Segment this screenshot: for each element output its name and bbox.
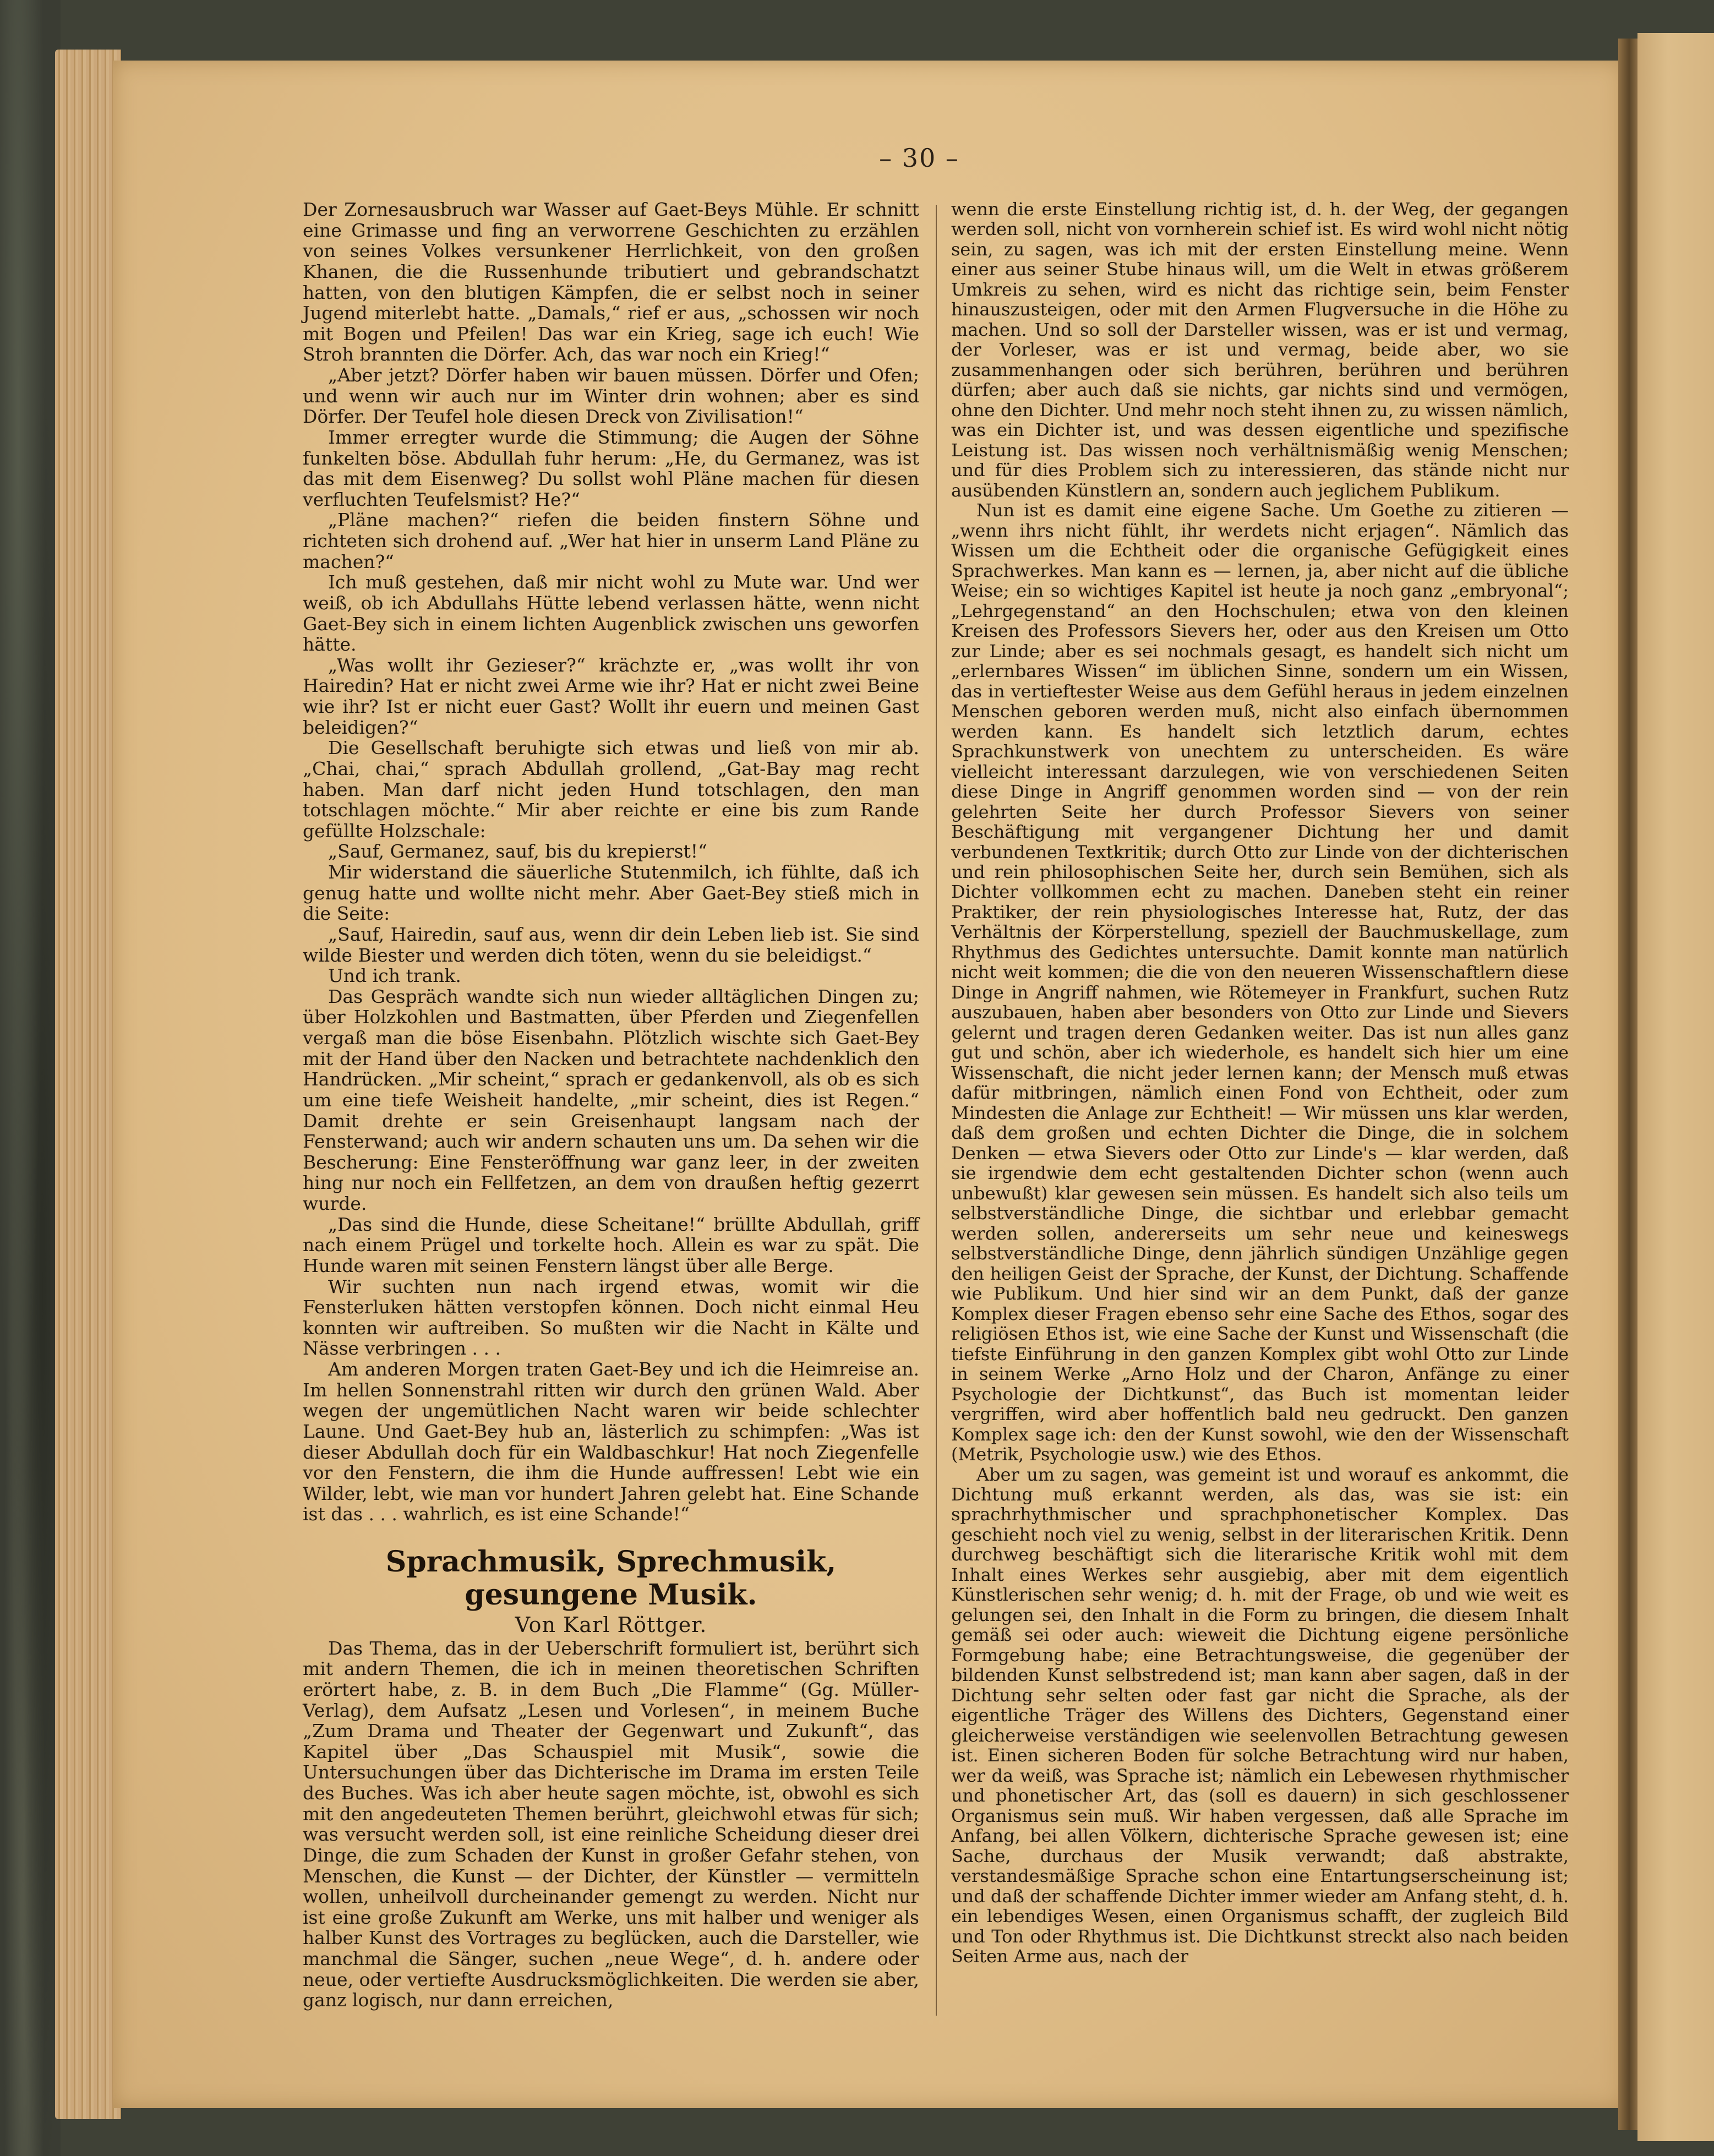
story-continued	[303, 199, 919, 1525]
right-column	[951, 199, 1569, 1967]
story-paragraph: „Sauf, Germanez, sauf, bis du krepierst!“	[328, 840, 707, 863]
story-paragraph: Der Zornesausbruch war Wasser auf Gaet-Beys Mühle. Er schnitt eine Grimasse und fing an verworrene Geschichten zu erzählen von seines Volkes versunkener Herrlichkeit, von den großen Khanen, die die Russenhunde tributiert und gebrandschatzt hatten, von den blutigen Kämpfen, die er selbst noch in seiner Jugend miterlebt hatte. „Damals,“ rief er aus, „schossen wir noch mit Bogen und Pfeilen! Das war ein Krieg, sage ich euch! Wie Stroh brannten die Dörfer. Ach, das war noch ein Krieg!“	[303, 199, 919, 365]
story-paragraph: Mir widerstand die säuerliche Stutenmilch, ich fühlte, daß ich genug hatte und wollte nicht mehr. Aber Gaet-Bey stieß mich in die Seite:	[303, 861, 919, 925]
article-paragraph: Das Thema, das in der Ueberschrift formuliert ist, berührt sich mit andern Themen, die ich in meinen theoretischen Schriften erörtert habe, z. B. in dem Buch „Die Flamme“ (Gg. Müller-Verlag), dem Aufsatz „Lesen und Vorlesen“, in meinem Buche „Zum Drama und Theater der Gegenwart und Zukunft“, das Kapitel über „Das Schauspiel mit Musik“, sowie die Untersuchungen über das Dichterische im Drama im ersten Teile des Buches. Was ich aber heute sagen möchte, ist, obwohl es sich mit den angedeuteten Themen berührt, gleichwohl etwas für sich; was versucht werden soll, ist eine reinliche Scheidung dieser drei Dinge, die zum Schaden der Kunst in großer Gefahr stehen, von Menschen, die Kunst — der Dichter, der Künstler — vermitteln wollen, unheilvoll durcheinander gemengt zu werden. Nicht nur ist eine große Zukunft am Werke, uns mit halber und weniger als halber Kunst des Vortrages zu beglücken, auch die Darsteller, wie manchmal die Sänger, suchen „neue Wege“, d. h. andere oder neue, oder vertiefte Ausdrucksmöglichkeiten. Die werden sie aber, ganz logisch, nur dann erreichen,	[303, 1637, 919, 2011]
story-paragraph: „Aber jetzt? Dörfer haben wir bauen müssen. Dörfer und Ofen; und wenn wir auch nur im Winter drin wohnen; aber es sind Dörfer. Der Teufel hole diesen Dreck von Zivilisation!“	[303, 364, 919, 428]
article-byline: Von Karl Röttger.	[515, 1613, 707, 1637]
story-paragraph: „Pläne machen?“ riefen die beiden finstern Söhne und richteten sich drohend auf. „Wer hat hier in unserm Land Pläne zu machen?“	[303, 509, 919, 572]
story-paragraph: Die Gesellschaft beruhigte sich etwas und ließ von mir ab. „Chai, chai,“ sprach Abdullah grollend, „Gat-Bay mag recht haben. Man darf nicht jeden Hund totschlagen, den man totschlagen möchte.“ Mir aber reichte er eine bis zum Rande gefüllte Holzschale:	[303, 737, 919, 842]
story-paragraph: „Was wollt ihr Gezieser?“ krächzte er, „was wollt ihr von Hairedin? Hat er nicht zwei Arme wie ihr? Hat er nicht zwei Beine wie ihr? Ist er nicht euer Gast? Wollt ihr euern und meinen Gast beleidigen?“	[303, 654, 919, 738]
next-page-edge	[1637, 33, 1714, 2141]
story-paragraph: Am anderen Morgen traten Gaet-Bey und ich die Heimreise an. Im hellen Sonnenstrahl ritten wir durch den grünen Wald. Aber wegen der ungemütlichen Nacht waren wir beide schlechter Laune. Und Gaet-Bey hub an, lästerlich zu schimpfen: „Was ist dieser Abdullah doch für ein Waldbaschkur! Hat noch Ziegenfelle vor den Fenstern, die ihm die Hunde auffressen! Lebt wie ein Wilder, lebt, wie man vor hundert Jahren gelebt hat. Eine Schande ist das . . . wahrlich, es ist eine Schande!“	[303, 1358, 919, 1525]
story-paragraph: Das Gespräch wandte sich nun wieder alltäglichen Dingen zu; über Holzkohlen und Bastmatten, über Pferden und Ziegenfellen vergaß man die böse Eisenbahn. Plötzlich wischte sich Gaet-Bey mit der Hand über den Nacken und betrachtete nachdenklich den Handrücken. „Mir scheint,“ sprach er gedankenvoll, als ob es sich um eine tiefe Weisheit handelte, „mir scheint, dies ist Regen.“ Damit drehte er sein Greisenhaupt langsam nach der Fensterwand; auch wir andern schauten uns um. Da sehen wir die Bescherung: Eine Fensteröffnung war ganz leer, in der zweiten hing nur noch ein Fellfetzen, an dem von draußen heftig gezerrt wurde.	[303, 985, 919, 1214]
book-gutter	[1618, 39, 1640, 2130]
column-divider	[936, 205, 937, 2016]
story-paragraph: Ich muß gestehen, daß mir nicht wohl zu Mute war. Und wer weiß, ob ich Abdullahs Hütte lebend verlassen hätte, wenn nicht Gaet-Bey sich in einem lichten Augenblick zwischen uns geworfen hätte.	[303, 571, 919, 656]
page-edges	[55, 50, 121, 2119]
story-paragraph: Immer erregter wurde die Stimmung; die Augen der Söhne funkelten böse. Abdullah fuhr herum: „He, du Germanez, was ist das mit dem Eisenweg? Du sollst wohl Pläne machen für diesen verfluchten Teufelsmist? He?“	[303, 426, 919, 510]
article-paragraph: Nun ist es damit eine eigene Sache. Um Goethe zu zitieren — „wenn ihrs nicht fühlt, ihr werdets nicht erjagen“. Nämlich das Wissen um die Echtheit oder die organische Gefügigkeit eines Sprachwerkes. Man kann es — lernen, ja, aber nicht auf die übliche Weise; ein so wichtiges Kapitel ist heute ja noch ganz „embryonal“; „Lehrgegenstand“ an den Hochschulen; etwa von den kleinen Kreisen des Professors Sievers her, oder aus den Kreisen um Otto zur Linde; aber es sei nochmals gesagt, es handelt sich nicht um „erlernbares Wissen“ im üblichen Sinne, sondern um ein Wissen, das in vertieftester Weise aus dem Gefühl heraus in jedem einzelnen Menschen geboren werden muß, nicht also einfach übernommen werden kann. Es handelt sich letztlich darum, echtes Sprachkunstwerk von unechtem zu unterscheiden. Es wäre vielleicht interessant darzulegen, wie von verschiedenen Seiten diese Dinge in Angriff genommen worden sind — von der rein gelehrten Seite her durch Professor Sievers von seiner Beschäftigung mit vergangener Dichtung her und damit verbundenen Textkritik; durch Otto zur Linde von der dichterischen und rein philosophischen Seite her, durch sein Bemühen, sich als Dichter vollkommen echt zu machen. Daneben steht ein reiner Praktiker, der rein physiologisches Interesse hat, Rutz, der das Verhältnis der Körperstellung, speziell der Bauchmuskellage, zum Rhythmus des Gedichtes untersuchte. Damit konnte man natürlich nicht weit kommen; die die von den neueren Wissenschaftlern diese Dinge in Angriff nahmen, wie Rötemeyer in Frankfurt, suchen Rutz auszubauen, haben aber besonders von Otto zur Linde und Sievers gelernt und tragen deren Gedanken weiter. Das ist nun alles ganz gut und schön, aber ich wiederhole, es handelt sich hier um eine Wissenschaft, die nicht jeder lernen kann; der Mensch muß etwas dafür mitbringen, nämlich einen Fond von Echtheit, oder zum Mindesten die Anlage zur Echtheit! — Wir müssen uns klar werden, daß dem großen und echten Dichter die Dinge, die in solchem Denken — etwa Sievers oder Otto zur Linde's — klar werden, daß sie irgendwie dem echt gestaltenden Dichter schon (wenn auch unbewußt) klar gewesen sein müssen. Es handelt sich also teils um selbstverständliche Dinge, die sichtbar und erlebbar gemacht werden sollen, andererseits um sehr neue und keineswegs selbstverständliche Dinge, denn jährlich sündigen Unzählige gegen den heiligen Geist der Sprache, der Kunst, der Dichtung. Schaffende wie Publikum. Und hier sind wir an dem Punkt, daß der ganze Komplex dieser Fragen ebenso sehr eine Sache des Ethos, sogar des religiösen Ethos ist, wie eine Sache der Kunst und Wissenschaft (die tiefste Einführung in den ganzen Komplex gibt wohl Otto zur Linde in seinem Werke „Arno Holz und der Charon, Anfänge zu einer Psychologie der Dichtkunst“, das Buch ist momentan leider vergriffen, wird aber hoffentlich bald neu gedruckt. Den ganzen Komplex sage ich: den der Kunst sowohl, wie den der Wissenschaft (Metrik, Psychologie usw.) wie des Ethos.	[951, 500, 1569, 1465]
page-number: – 30 –	[879, 143, 959, 173]
article-paragraph: wenn die erste Einstellung richtig ist, d. h. der Weg, der gegangen werden soll, nicht von vornherein schief ist. Es wird wohl nicht nötig sein, zu sagen, was ich mit der ersten Einstellung meine. Wenn einer aus seiner Stube hinaus will, um die Welt in etwas größerem Umkreis zu sehen, wird es nicht das richtige sein, beim Fenster hinauszusteigen, oder mit den Armen Flugversuche in die Höhe zu machen. Und so soll der Darsteller wissen, was er ist und vermag, der Vorleser, was er ist und vermag, beide aber, wo sie zusammenhangen oder sich berühren, berühren und berühren dürfen; aber auch daß sie nichts, gar nichts sind und vermögen, ohne den Dichter. Und mehr noch steht ihnen zu, zu wissen nämlich, was ein Dichter ist, und was dessen eigentliche und spezifische Leistung ist. Das wissen noch verhältnismäßig wenig Menschen; und für dies Problem sich zu interessieren, das stände nicht nur ausübenden Künstlern an, sondern auch jeglichem Publikum.	[951, 199, 1569, 501]
story-paragraph: „Das sind die Hunde, diese Scheitane!“ brüllte Abdullah, griff nach einem Prügel und torkelte hoch. Allein es war zu spät. Die Hunde waren mit seinen Fenstern längst über alle Berge.	[303, 1213, 919, 1276]
left-column	[303, 199, 919, 2011]
article-title: Sprachmusik, Sprechmusik, gesungene Musik.	[385, 1545, 837, 1612]
story-paragraph: „Sauf, Hairedin, sauf aus, wenn dir dein Leben lieb ist. Sie sind wilde Biester und werden dich töten, wenn du sie beleidigst.“	[303, 923, 919, 966]
article-paragraph: Aber um zu sagen, was gemeint ist und worauf es ankommt, die Dichtung muß erkannt werden, als das, was sie ist: ein sprachrhythmischer und sprachphonetischer Komplex. Das geschieht noch viel zu wenig, selbst in der literarischen Kritik. Denn durchweg beschäftigt sich die literarische Kritik wohl mit dem Inhalt eines Werkes sehr ausgiebig, aber mit dem eigentlich Künstlerischen sehr wenig; d. h. mit der Frage, ob und wie weit es gelungen sei, den Inhalt in die Form zu bringen, die diesem Inhalt gemäß sei oder auch: wieweit die Dichtung eigene persönliche Formgebung habe; eine Betrachtungsweise, die gegenüber der bildenden Kunst selbstredend ist; man kann aber sagen, daß in der Dichtung sehr selten oder fast gar nicht die Sprache, als der eigentliche Träger des Willens des Dichters, Gegenstand einer gleicherweise verständigen wie seelenvollen Betrachtung gewesen ist. Einen sicheren Boden für solche Betrachtung wird nur haben, wer da weiß, was Sprache ist; nämlich ein Lebewesen rhythmischer und phonetischer Art, das (soll es dauern) in sich geschlossener Organismus sein muß. Wir haben vergessen, daß alle Sprache im Anfang, bei allen Völkern, dichterische Sprache gewesen ist; eine Sache, durchaus der Musik verwandt; daß abstrakte, verstandesmäßige Sprache schon eine Entartungserscheinung ist; und daß der schaffende Dichter immer wieder am Anfang steht, d. h. ein lebendiges Wesen, einen Organismus schafft, der zugleich Bild und Ton oder Rhythmus ist. Die Dichtkunst streckt also nach beiden Seiten Arme aus, nach der	[951, 1464, 1569, 1967]
story-paragraph: Wir suchten nun nach irgend etwas, womit wir die Fensterluken hätten verstopfen können. Doch nicht einmal Heu konnten wir auftreiben. So mußten wir die Nacht in Kälte und Nässe verbringen . . .	[303, 1275, 919, 1360]
story-paragraph: Und ich trank.	[328, 965, 461, 987]
book-binding	[0, 0, 61, 2156]
